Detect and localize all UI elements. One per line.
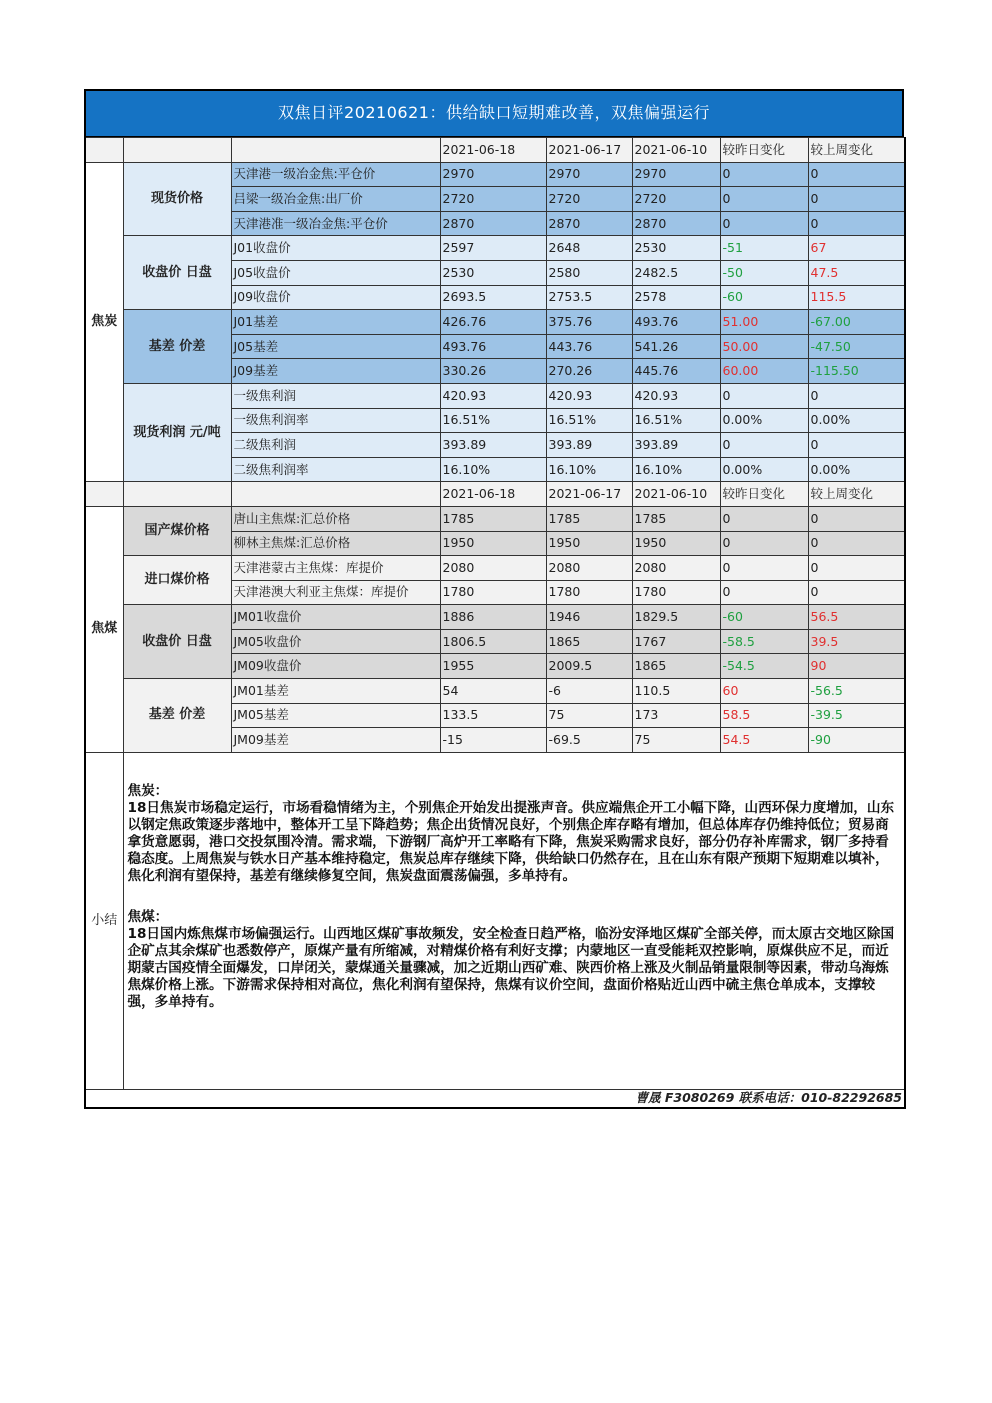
value-cell: 16.10%: [632, 457, 720, 482]
table-row: [85, 162, 905, 187]
value-cell: 16.51%: [440, 408, 546, 433]
table-row: [85, 605, 905, 630]
section-label: 国产煤价格: [123, 506, 231, 555]
value-cell: -69.5: [546, 728, 632, 753]
row-label: 天津港蒙古主焦煤：库提价: [231, 556, 440, 581]
value-cell: 1955: [440, 654, 546, 679]
value-cell: 493.76: [632, 310, 720, 335]
value-cell: -39.5: [808, 703, 905, 728]
value-cell: 0: [808, 580, 905, 605]
row-label: J05基差: [231, 334, 440, 359]
value-cell: 2970: [546, 162, 632, 187]
value-cell: 2970: [632, 162, 720, 187]
value-cell: 2648: [546, 236, 632, 261]
value-cell: 0.00%: [720, 457, 808, 482]
column-header: 2021-06-17: [546, 138, 632, 163]
value-cell: 56.5: [808, 605, 905, 630]
summary-row: [85, 752, 905, 1089]
value-cell: 2693.5: [440, 285, 546, 310]
value-cell: 0: [808, 211, 905, 236]
value-cell: -15: [440, 728, 546, 753]
value-cell: 1865: [546, 629, 632, 654]
value-cell: 420.93: [440, 383, 546, 408]
value-cell: 0: [720, 580, 808, 605]
value-cell: 270.26: [546, 359, 632, 384]
value-cell: 0: [720, 187, 808, 212]
row-label: J01收盘价: [231, 236, 440, 261]
row-label: J09基差: [231, 359, 440, 384]
row-label: J01基差: [231, 310, 440, 335]
row-label: J05收盘价: [231, 260, 440, 285]
value-cell: 1950: [632, 531, 720, 556]
row-label: 天津港一级冶金焦:平仓价: [231, 162, 440, 187]
value-cell: -67.00: [808, 310, 905, 335]
row-label: JM01基差: [231, 679, 440, 704]
value-cell: 50.00: [720, 334, 808, 359]
row-label: J09收盘价: [231, 285, 440, 310]
value-cell: 16.51%: [546, 408, 632, 433]
value-cell: 2870: [546, 211, 632, 236]
value-cell: 2720: [440, 187, 546, 212]
column-header: 较昨日变化: [720, 482, 808, 507]
value-cell: 2009.5: [546, 654, 632, 679]
value-cell: 1785: [440, 506, 546, 531]
value-cell: 16.51%: [632, 408, 720, 433]
value-cell: 1780: [440, 580, 546, 605]
row-label: 吕梁一级冶金焦:出厂价: [231, 187, 440, 212]
section-label: 收盘价 日盘: [123, 236, 231, 310]
row-label: 天津港澳大利亚主焦煤：库提价: [231, 580, 440, 605]
column-header: 较上周变化: [808, 138, 905, 163]
value-cell: 60: [720, 679, 808, 704]
value-cell: 1865: [632, 654, 720, 679]
value-cell: -47.50: [808, 334, 905, 359]
value-cell: 2970: [440, 162, 546, 187]
coke-summary: [128, 783, 901, 885]
value-cell: 1829.5: [632, 605, 720, 630]
coke-summary-title: 焦炭：: [127, 782, 169, 799]
value-cell: -60: [720, 605, 808, 630]
value-cell: 110.5: [632, 679, 720, 704]
value-cell: 16.10%: [546, 457, 632, 482]
value-cell: 54.5: [720, 728, 808, 753]
row-label: 唐山主焦煤:汇总价格: [231, 506, 440, 531]
value-cell: 443.76: [546, 334, 632, 359]
report-title: 双焦日评20210621：供给缺口短期难改善，双焦偏强运行: [84, 89, 904, 137]
section-label: 基差 价差: [123, 310, 231, 384]
value-cell: 2080: [546, 556, 632, 581]
value-cell: 60.00: [720, 359, 808, 384]
value-cell: 445.76: [632, 359, 720, 384]
value-cell: 0.00%: [720, 408, 808, 433]
value-cell: 2870: [440, 211, 546, 236]
blank-cell: [85, 482, 123, 507]
row-label: 天津港准一级冶金焦:平仓价: [231, 211, 440, 236]
value-cell: 541.26: [632, 334, 720, 359]
value-cell: 0: [808, 383, 905, 408]
value-cell: -60: [720, 285, 808, 310]
blank-cell: [231, 482, 440, 507]
row-label: JM01收盘价: [231, 605, 440, 630]
value-cell: 2720: [546, 187, 632, 212]
value-cell: 1780: [546, 580, 632, 605]
value-cell: 2753.5: [546, 285, 632, 310]
value-cell: 0: [720, 162, 808, 187]
value-cell: 0: [720, 531, 808, 556]
table-row: [85, 506, 905, 531]
value-cell: 420.93: [632, 383, 720, 408]
row-label: JM05基差: [231, 703, 440, 728]
section-label: 现货利润 元/吨: [123, 383, 231, 481]
coke-summary-body: 18日焦炭市场稳定运行，市场看稳情绪为主，个别焦企开始发出提涨声音。供应端焦企开工小幅下降，山西环保力度增加，山东以钢定焦政策逐步落地中，整体开工呈下降趋势；焦企出货情况良好，个别焦企库存略有增加，但总体库存仍维持低位；贸易商拿货意愿弱，港口交投氛围冷清。需求端，下游钢厂高炉开工率略有下降，焦炭采购需求良好，部分仍存补库需求，钢厂多持看稳态度。上周焦炭与铁水日产基本维持稳定，焦炭总库存继续下降，供给缺口仍然存在，且在山东有限产预期下短期难以填补，焦化利润有望保持，基差有继续修复空间，焦炭盘面震荡偏强，多单持有。: [127, 799, 895, 884]
value-cell: 2530: [632, 236, 720, 261]
row-label: JM05收盘价: [231, 629, 440, 654]
value-cell: -58.5: [720, 629, 808, 654]
value-cell: 1767: [632, 629, 720, 654]
value-cell: 2597: [440, 236, 546, 261]
value-cell: 54: [440, 679, 546, 704]
row-label: 一级焦利润率: [231, 408, 440, 433]
value-cell: 173: [632, 703, 720, 728]
value-cell: -6: [546, 679, 632, 704]
blank-cell: [85, 138, 123, 163]
value-cell: 47.5: [808, 260, 905, 285]
coal-summary-title: 焦煤：: [127, 908, 169, 925]
value-cell: 16.10%: [440, 457, 546, 482]
column-header: 较上周变化: [808, 482, 905, 507]
blank-cell: [231, 138, 440, 163]
value-cell: 115.5: [808, 285, 905, 310]
table-row: [85, 556, 905, 581]
report-sheet: [84, 89, 904, 1109]
coal-summary-body: 18日国内炼焦煤市场偏强运行。山西地区煤矿事故频发，安全检查日趋严格，临汾安泽地区煤矿全部关停，而太原古交地区除国企矿点其余煤矿也悉数停产，原煤产量有所缩减，对精煤价格有利好支撑；内蒙地区一直受能耗双控影响，原煤供应不足，而近期蒙古国疫情全面爆发，口岸闭关，蒙煤通关量骤减，加之近期山西矿难、陕西价格上涨及火制品销量限制等因素，带动乌海炼焦煤价格上涨。下游需求保持相对高位，焦化利润有望保持，焦煤有议价空间，盘面价格贴近山西中硫主焦仓单成本，支撑较强，多单持有。: [127, 925, 895, 1010]
value-cell: 393.89: [440, 433, 546, 458]
section-label: 进口煤价格: [123, 556, 231, 605]
value-cell: 2080: [632, 556, 720, 581]
value-cell: 67: [808, 236, 905, 261]
row-label: JM09基差: [231, 728, 440, 753]
group-label: 焦炭: [85, 162, 123, 482]
row-label: 二级焦利润: [231, 433, 440, 458]
value-cell: 0: [720, 556, 808, 581]
value-cell: 0: [720, 383, 808, 408]
value-cell: -56.5: [808, 679, 905, 704]
value-cell: 90: [808, 654, 905, 679]
table-row: [85, 383, 905, 408]
value-cell: -115.50: [808, 359, 905, 384]
value-cell: -50: [720, 260, 808, 285]
data-table: [84, 137, 906, 1109]
row-label: JM09收盘价: [231, 654, 440, 679]
section-label: 基差 价差: [123, 679, 231, 753]
column-header: 2021-06-18: [440, 482, 546, 507]
value-cell: 1886: [440, 605, 546, 630]
value-cell: 493.76: [440, 334, 546, 359]
value-cell: -51: [720, 236, 808, 261]
summary-text: [123, 752, 905, 1089]
value-cell: 1785: [632, 506, 720, 531]
table-row: [85, 236, 905, 261]
column-header: 2021-06-10: [632, 138, 720, 163]
value-cell: 133.5: [440, 703, 546, 728]
table-row: [85, 679, 905, 704]
row-label: 柳林主焦煤:汇总价格: [231, 531, 440, 556]
row-label: 一级焦利润: [231, 383, 440, 408]
value-cell: 0: [808, 433, 905, 458]
column-header: 2021-06-17: [546, 482, 632, 507]
value-cell: 0: [808, 162, 905, 187]
value-cell: 393.89: [546, 433, 632, 458]
value-cell: 75: [546, 703, 632, 728]
value-cell: 51.00: [720, 310, 808, 335]
value-cell: 420.93: [546, 383, 632, 408]
column-header: 较昨日变化: [720, 138, 808, 163]
value-cell: 2580: [546, 260, 632, 285]
blank-cell: [123, 138, 231, 163]
value-cell: -90: [808, 728, 905, 753]
value-cell: 426.76: [440, 310, 546, 335]
column-header: 2021-06-18: [440, 138, 546, 163]
section-label: 现货价格: [123, 162, 231, 236]
value-cell: 1780: [632, 580, 720, 605]
value-cell: 1806.5: [440, 629, 546, 654]
column-header-row: [85, 138, 905, 163]
value-cell: 58.5: [720, 703, 808, 728]
blank-cell: [123, 482, 231, 507]
summary-label: 小结: [85, 752, 123, 1089]
value-cell: 75: [632, 728, 720, 753]
value-cell: 0.00%: [808, 457, 905, 482]
value-cell: 0: [808, 187, 905, 212]
footer-row: [85, 1089, 905, 1108]
section-label: 收盘价 日盘: [123, 605, 231, 679]
value-cell: 2530: [440, 260, 546, 285]
value-cell: 393.89: [632, 433, 720, 458]
row-label: 二级焦利润率: [231, 457, 440, 482]
value-cell: 2080: [440, 556, 546, 581]
column-header: 2021-06-10: [632, 482, 720, 507]
table-row: [85, 310, 905, 335]
value-cell: 1950: [440, 531, 546, 556]
value-cell: 0.00%: [808, 408, 905, 433]
value-cell: 1785: [546, 506, 632, 531]
value-cell: 0: [720, 211, 808, 236]
value-cell: -54.5: [720, 654, 808, 679]
value-cell: 375.76: [546, 310, 632, 335]
column-header-row: [85, 482, 905, 507]
value-cell: 2482.5: [632, 260, 720, 285]
value-cell: 0: [808, 556, 905, 581]
value-cell: 2720: [632, 187, 720, 212]
value-cell: 39.5: [808, 629, 905, 654]
value-cell: 0: [808, 506, 905, 531]
group-label: 焦煤: [85, 506, 123, 752]
value-cell: 0: [720, 506, 808, 531]
value-cell: 0: [720, 433, 808, 458]
value-cell: 0: [808, 531, 905, 556]
value-cell: 330.26: [440, 359, 546, 384]
value-cell: 1946: [546, 605, 632, 630]
value-cell: 2578: [632, 285, 720, 310]
footer-contact: 曹晟 F3080269 联系电话：010-82292685: [85, 1089, 905, 1108]
value-cell: 2870: [632, 211, 720, 236]
coal-summary: [128, 909, 901, 1011]
value-cell: 1950: [546, 531, 632, 556]
